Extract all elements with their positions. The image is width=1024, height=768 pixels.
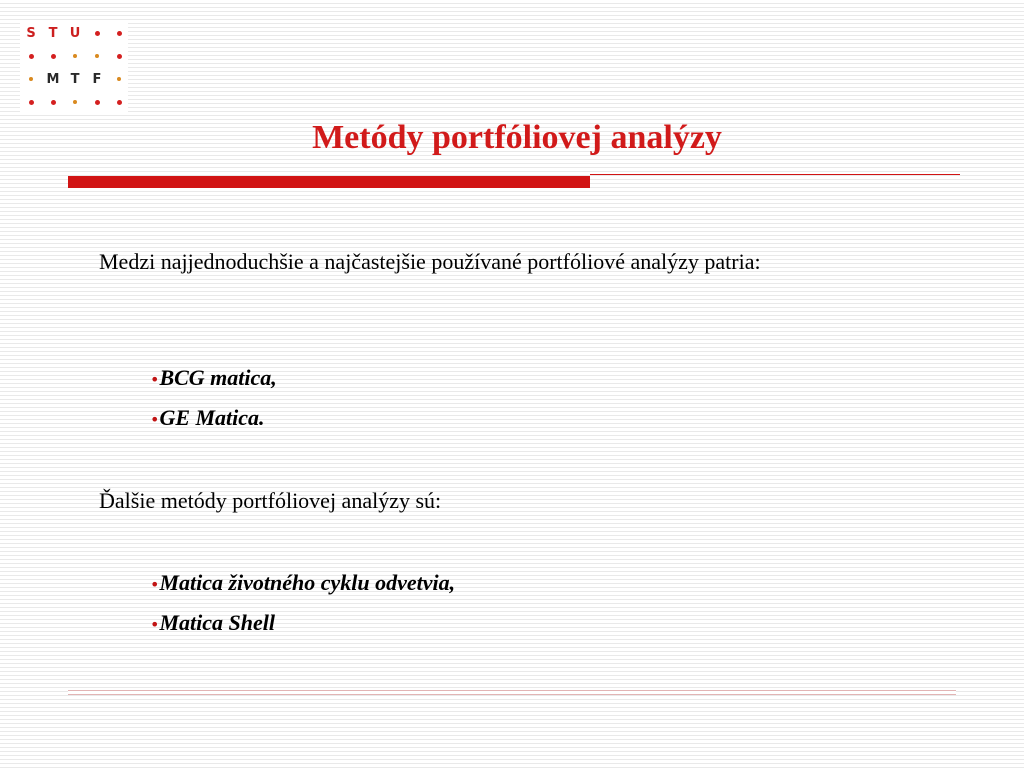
logo-letter-u: U <box>69 25 81 41</box>
logo-dot <box>117 54 122 59</box>
more-methods-paragraph: Ďalšie metódy portfóliovej analýzy sú: <box>99 488 442 513</box>
logo-dot <box>95 100 100 105</box>
bullet-text: BCG matica, <box>159 365 277 390</box>
bullet-item-ge <box>150 401 265 437</box>
bullet-text: Matica Shell <box>159 610 275 635</box>
bullet-icon: • <box>150 575 160 594</box>
logo-dot <box>117 31 122 36</box>
logo-letter-m: M <box>46 71 60 87</box>
logo-dot <box>95 54 99 58</box>
bullet-item-bcg <box>150 361 277 397</box>
logo-letter-t: T <box>70 71 80 87</box>
logo-row <box>20 68 128 90</box>
logo-dot <box>51 100 56 105</box>
logo-dot <box>29 77 33 81</box>
logo-dot <box>29 100 34 105</box>
bullet-icon: • <box>150 615 160 634</box>
title-rule-thin <box>590 174 960 175</box>
bullet-item-shell <box>150 606 275 642</box>
title-rule-thick <box>68 176 590 188</box>
bullet-text: Matica životného cyklu odvetvia, <box>159 570 456 595</box>
logo-letter-s: S <box>26 25 36 41</box>
logo-dot <box>117 100 122 105</box>
logo-dot <box>73 100 77 104</box>
logo-dot <box>95 31 100 36</box>
logo-row <box>20 45 128 67</box>
logo-dot <box>51 54 56 59</box>
logo-dot <box>117 77 121 81</box>
bullet-icon: • <box>150 370 160 389</box>
intro-paragraph: Medzi najjednoduchšie a najčastejšie používané portfóliové analýzy patria: <box>99 249 761 274</box>
logo-dot <box>29 54 34 59</box>
logo-dot <box>73 54 77 58</box>
bullet-text: GE Matica. <box>159 405 265 430</box>
logo-letter-t: T <box>48 25 58 41</box>
bullet-item-life-cycle <box>150 566 455 602</box>
logo-row <box>20 91 128 113</box>
logo-letter-f: F <box>92 71 102 87</box>
bullet-icon: • <box>150 410 160 429</box>
stu-mtf-logo <box>20 22 128 114</box>
slide-title: Metódy portfóliovej analýzy <box>312 119 722 156</box>
logo-row <box>20 22 128 44</box>
footer-rule <box>68 690 956 695</box>
